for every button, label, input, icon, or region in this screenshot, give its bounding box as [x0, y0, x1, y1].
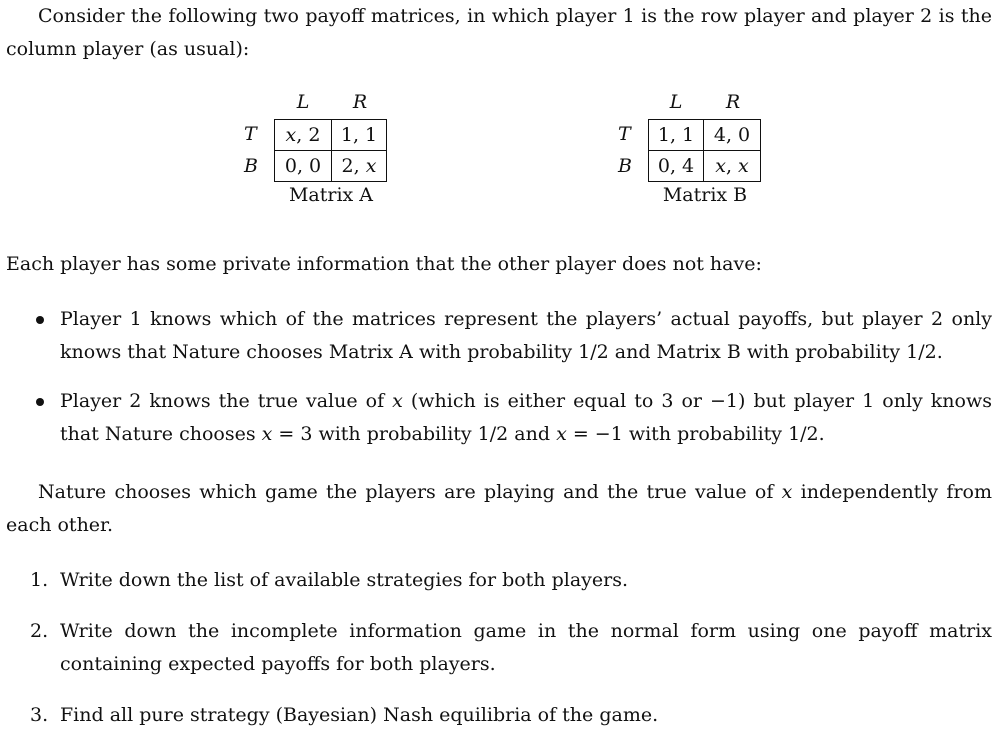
variable-x: x: [781, 481, 793, 503]
question-item: [30, 564, 992, 597]
matrix-a-row-T: T: [244, 123, 257, 145]
intro-text: Consider the following two payoff matrices, in which player 1 is the row player and player 2 is the column player (as usual):: [6, 5, 992, 60]
matrix-b-col-R: R: [725, 91, 741, 113]
matrix-b-table: [648, 119, 761, 182]
question-text: Write down the list of available strategies for both players.: [60, 569, 629, 591]
variable-x: x: [392, 390, 403, 412]
matrix-b-cell-BR: x, x: [704, 150, 761, 181]
matrix-a-cell-BR: 2, x: [332, 150, 387, 181]
matrix-a-col-R: R: [352, 91, 368, 113]
bullet-text: Player 1 knows which of the matrices represent the players’ actual payoffs, but player 2 only knows that Nature chooses Matrix A with probability 1/2 and Matrix B with probability 1/2.: [60, 308, 992, 363]
matrix-a-cell-BL: 0, 0: [275, 150, 332, 181]
info-bullet-list: [36, 303, 992, 467]
matrix-a-table: [274, 119, 387, 182]
question-item: [30, 615, 992, 681]
matrix-b-cell-TL: 1, 1: [649, 119, 704, 150]
matrix-b-cell-TR: 4, 0: [704, 119, 761, 150]
bullet-icon: [36, 398, 44, 406]
matrix-a-caption: Matrix A: [288, 184, 374, 206]
matrix-b-row-T: T: [618, 123, 631, 145]
question-text: Write down the incomplete information game in the normal form using one payoff matrix containing expected payoffs for both players.: [60, 620, 992, 675]
bullet-text-part: (which is either equal to 3 or −1) but player 1 only knows that Nature chooses: [60, 390, 992, 445]
matrix-a-row-B: B: [244, 155, 258, 177]
matrix-b: [618, 86, 762, 206]
matrix-a-cell-TR: 1, 1: [332, 119, 387, 150]
matrix-a: [244, 86, 388, 206]
nature-text-part: independently from each other.: [6, 481, 992, 536]
question-number: 1.: [30, 569, 49, 591]
question-list: [30, 564, 992, 750]
matrix-b-caption: Matrix B: [662, 184, 748, 206]
matrix-a-cell-TL: x, 2: [275, 119, 332, 150]
bullet-icon: [36, 316, 44, 324]
bullet-item: [36, 385, 992, 451]
bullet-item: [36, 303, 992, 369]
nature-text-part: Nature chooses which game the players are playing and the true value of: [38, 481, 782, 503]
private-info-paragraph: Each player has some private information that the other player does not have:: [6, 253, 762, 275]
matrix-b-row-B: B: [618, 155, 632, 177]
intro-paragraph: [6, 0, 992, 66]
variable-x: x: [556, 423, 567, 445]
question-text: Find all pure strategy (Bayesian) Nash equilibria of the game.: [60, 704, 659, 726]
bullet-text-part: = 3 with probability 1/2 and: [272, 423, 557, 445]
question-number: 2.: [30, 620, 49, 642]
question-item: [30, 699, 992, 732]
nature-paragraph: [6, 476, 992, 542]
matrix-b-cell-BL: 0, 4: [649, 150, 704, 181]
bullet-text-part: = −1 with probability 1/2.: [566, 423, 825, 445]
matrix-b-col-L: L: [669, 91, 683, 113]
bullet-text-part: Player 2 knows the true value of: [60, 390, 393, 412]
question-number: 3.: [30, 704, 49, 726]
variable-x: x: [261, 423, 273, 445]
matrix-a-col-L: L: [296, 91, 310, 113]
